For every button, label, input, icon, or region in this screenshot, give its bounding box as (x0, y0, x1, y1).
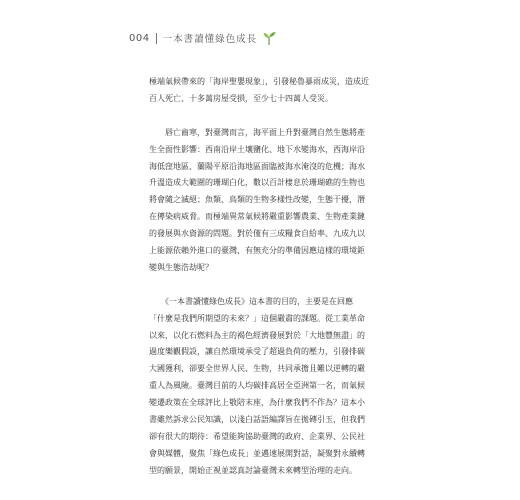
sprout-icon (261, 30, 277, 46)
paragraph-3: 《一本書讀懂綠色成長》這本書的目的，主要是在回應 「什麼是我們所期望的未來？」這個嚴肅的課題。從工業革命 以來，以化石燃料為主的褐色經濟發展對於「大地豐無盡」的 過度樂觀假設，讓自然環境承受了超過負荷的壓力，引發排碳 大國獲利，卻要全世界人民、生物，共同承擔且難以逆轉的嚴 重人為風險。臺灣目前的人均碳排高居全亞洲第一名，而氣候 變遷政策在全球評比上敬陪末座，為什麼我們不作為？這本小 書雖然訴求公民知識，以淺白話語編譯旨在拋磚引玉，但我們 卻有很大的期待：希望能夠協助臺灣的政府、企業界、公民社 會與媒體，聚焦「綠色成長」並邁速展開對話，凝聚對永續轉 型的願景，開始正視並認真討論臺灣未來轉型治理的走向。 (149, 296, 365, 475)
header-divider (156, 33, 157, 44)
book-title: 一本書讀懂綠色成長 (162, 34, 258, 45)
page-number: 004 (129, 32, 150, 44)
paragraph-1: 極端氣候帶來的「海岸聖嬰現象」，引發秘魯暴雨成災，造成近 百人死亡、十多萬房屋受損，至少七十四萬人受災。 (149, 77, 369, 103)
body-text (149, 74, 395, 480)
paragraph-2: 唇亡齒寒，對臺灣而言，海平面上升對臺灣自然生態將產 生全面性影響：西南沿岸土壤鹽化、地下水變海水，西海岸沿 海低窪地區、蘭陽平原沿海地區面臨被海水淹沒的危機；海水 升溫造成大範圍的珊瑚白化，數以百計棲息於珊瑚礁的生物也 將會隨之滅絕；魚類、鳥類的生物多樣性改變，生態干擾，潛 在傳染病威脅。而極端異常氣候將嚴重影響農業、生物產業鏈 的發展與水資源的問題。對於僅有三成糧食自給率、九成九以 上能源依賴外進口的臺灣，有無充分的準備因應這樣的環境鉅 變與生態浩劫呢？ (149, 127, 365, 272)
running-header (129, 30, 277, 46)
